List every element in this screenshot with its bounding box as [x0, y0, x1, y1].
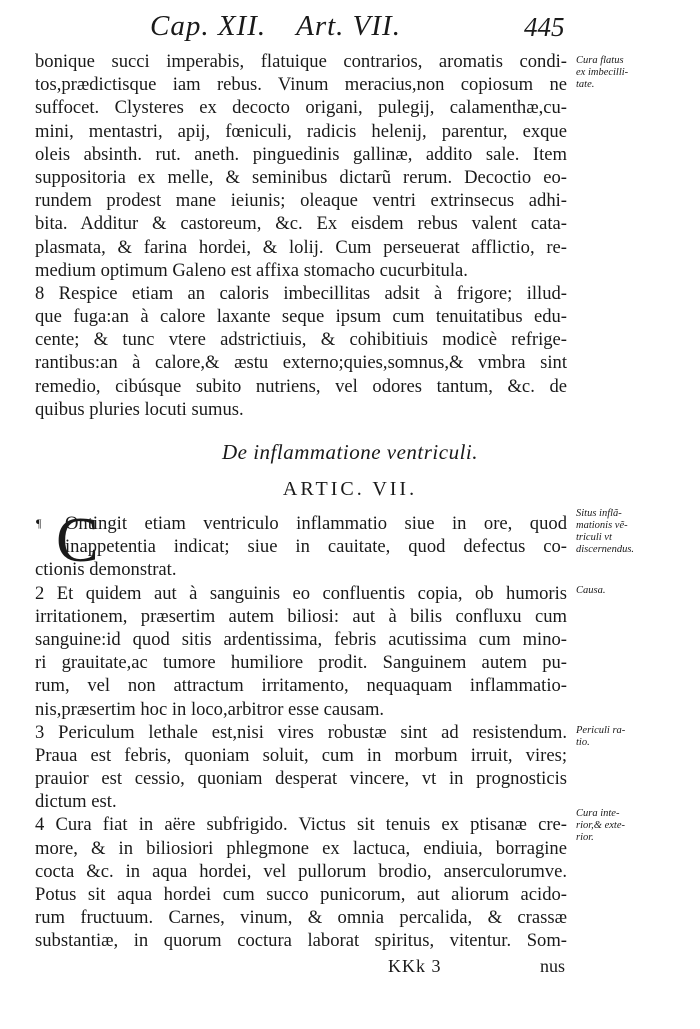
- text-line: cocta &c. in aqua hordei, vel pullorum brodio, anserculorumve.: [35, 860, 567, 882]
- text-line: rantibus:an à calore,& æstu externo;quies,somnus,& vmbra sint: [35, 352, 567, 374]
- text-line: sanguine:id quod sitis ardentissima, febris acutissima cum mino-: [35, 628, 567, 650]
- margin-note-line: discernendus.: [576, 544, 635, 555]
- text-line: 2 Et quidem aut à sanguinis eo confluentis copia, ob humoris: [35, 582, 567, 604]
- text-line: bita. Additur & castoreum, &c. Ex eisdem rebus valent cata-: [35, 213, 567, 235]
- margin-note-line: mationis vẽ-: [576, 520, 628, 531]
- text-line: rum, vel non attractum irritamento, nequaquam inflammatio-: [35, 675, 567, 697]
- text-line: Potus sit aqua hordei cum succo punicorum, aut aliorum acido-: [35, 884, 567, 905]
- text-line: bonique succi imperabis, flatuique contrarios, aromatis condi-: [35, 51, 567, 72]
- signature-mark: KKk 3: [388, 956, 442, 976]
- page-header: [0, 10, 700, 50]
- text-line: 4 Cura fiat in aëre subfrigido. Victus sit tenuis ex ptisanæ cre-: [35, 814, 567, 836]
- margin-note-line: Situs inflã-: [576, 508, 622, 519]
- text-line: dictum est.: [35, 791, 117, 813]
- margin-note-periculi: [576, 725, 696, 749]
- margin-note-situs: [576, 508, 696, 556]
- section-heading: De inflammatione ventriculi.: [221, 440, 479, 464]
- text-line: suffocet. Clysteres ex decocto origani, pulegij, calamenthæ,cu-: [35, 97, 567, 119]
- margin-note-cura: [576, 808, 696, 844]
- page-number: 445: [524, 12, 565, 42]
- text-line: medium optimum Galeno est affixa stomacho cucurbitula.: [35, 259, 468, 281]
- text-line: nis,præsertim hoc in loco,arbitror esse causam.: [35, 698, 385, 720]
- running-head-chapter: Cap. XII.: [150, 10, 267, 42]
- text-line: 3 Periculum lethale est,nisi vires robustæ sint ad resistendum.: [35, 721, 567, 743]
- text-line: suppositoria ex melle, & seminibus dictarũ rerum. Decoctio eo-: [35, 166, 567, 188]
- text-line: cente; & tunc vtere adstrictiuis, & cohibitiuis modicè refrige-: [35, 329, 567, 351]
- running-head: [150, 10, 401, 43]
- text-line: 8 Respice etiam an caloris imbecillitas adsit à frigore; illud-: [35, 282, 567, 304]
- margin-note-line: tio.: [576, 737, 590, 748]
- margin-note-line: rior.: [576, 832, 594, 843]
- margin-note-line: rior,& exte-: [576, 820, 625, 831]
- paragraph-mark: ¶: [36, 516, 42, 530]
- text-line: Praua est febris, quoniam soluit, cum in morbum irruit, vires;: [35, 744, 567, 766]
- text-line: more, & in biliosiori phlegmone ex lactuca, endiuia, borragine: [35, 837, 567, 859]
- text-line: ctionis demonstrat.: [35, 559, 177, 581]
- text-line: que fuga:an à calore laxante seque ipsum cum tenuitatibus edu-: [35, 306, 567, 328]
- margin-note-line: triculi vt: [576, 532, 612, 543]
- text-line: tos,prædictisque iam rebus. Vinum meracius,non copiosum ne: [35, 74, 567, 96]
- text-line: ri grauitate,ac tumore humiliore prodit. Sanguinem autem pu-: [35, 652, 567, 674]
- article-subheading: ARTIC. VII.: [282, 478, 418, 500]
- text-line: rundem prodest mane ieiunis; oleaque ventri extrinsecus adhi-: [35, 190, 567, 212]
- margin-note-cura-flatus: [576, 55, 696, 91]
- running-head-article: Art. VII.: [296, 10, 401, 42]
- body-text-top: [35, 50, 567, 421]
- margin-note-line: ex imbecilli-: [576, 67, 629, 78]
- margin-note-line: tate.: [576, 79, 595, 90]
- text-line: irritationem, præsertim autem biliosi: aut à bilis confluxu cum: [35, 605, 567, 627]
- margin-note-causa: [576, 585, 696, 597]
- text-line: remedio, cibúsque subito nutriens, vel odores tantum, &c. de: [35, 375, 567, 397]
- text-line: inappetentia indicat; siue in cauitate, quod defectus co-: [65, 536, 567, 558]
- text-line: mini, mentastri, apij, fœniculi, radicis helenij, parentur, exque: [35, 120, 567, 142]
- text-line: quibus pluries locuti sumus.: [35, 398, 244, 420]
- text-line: plasmata, & farina hordei, & lolij. Cum perseuerat afflictio, re-: [35, 236, 567, 258]
- text-line: substantiæ, in quorum coctura laborat spiritus, vitentur. Som-: [35, 930, 567, 952]
- text-line: oleis absinth. rut. aneth. pinguedinis gallinæ, addito sale. Item: [35, 143, 567, 165]
- margin-note-line: Cura inte-: [576, 808, 620, 819]
- text-line: prauior est cessio, quoniam desperat vincere, vt in prognosticis: [35, 768, 567, 790]
- text-line: Ontingit etiam ventriculo inflammatio siue in ore, quod: [65, 513, 567, 534]
- text-line: rum fructuum. Carnes, vinum, & omnia percalida, & crassæ: [35, 907, 567, 929]
- margin-note-line: Cura flatus: [576, 55, 624, 66]
- body-text-bottom: [35, 512, 567, 953]
- margin-note-line: Causa.: [576, 585, 606, 596]
- margin-note-line: Periculi ra-: [576, 725, 626, 736]
- catchword: nus: [540, 956, 566, 976]
- drop-cap: C: [56, 504, 99, 575]
